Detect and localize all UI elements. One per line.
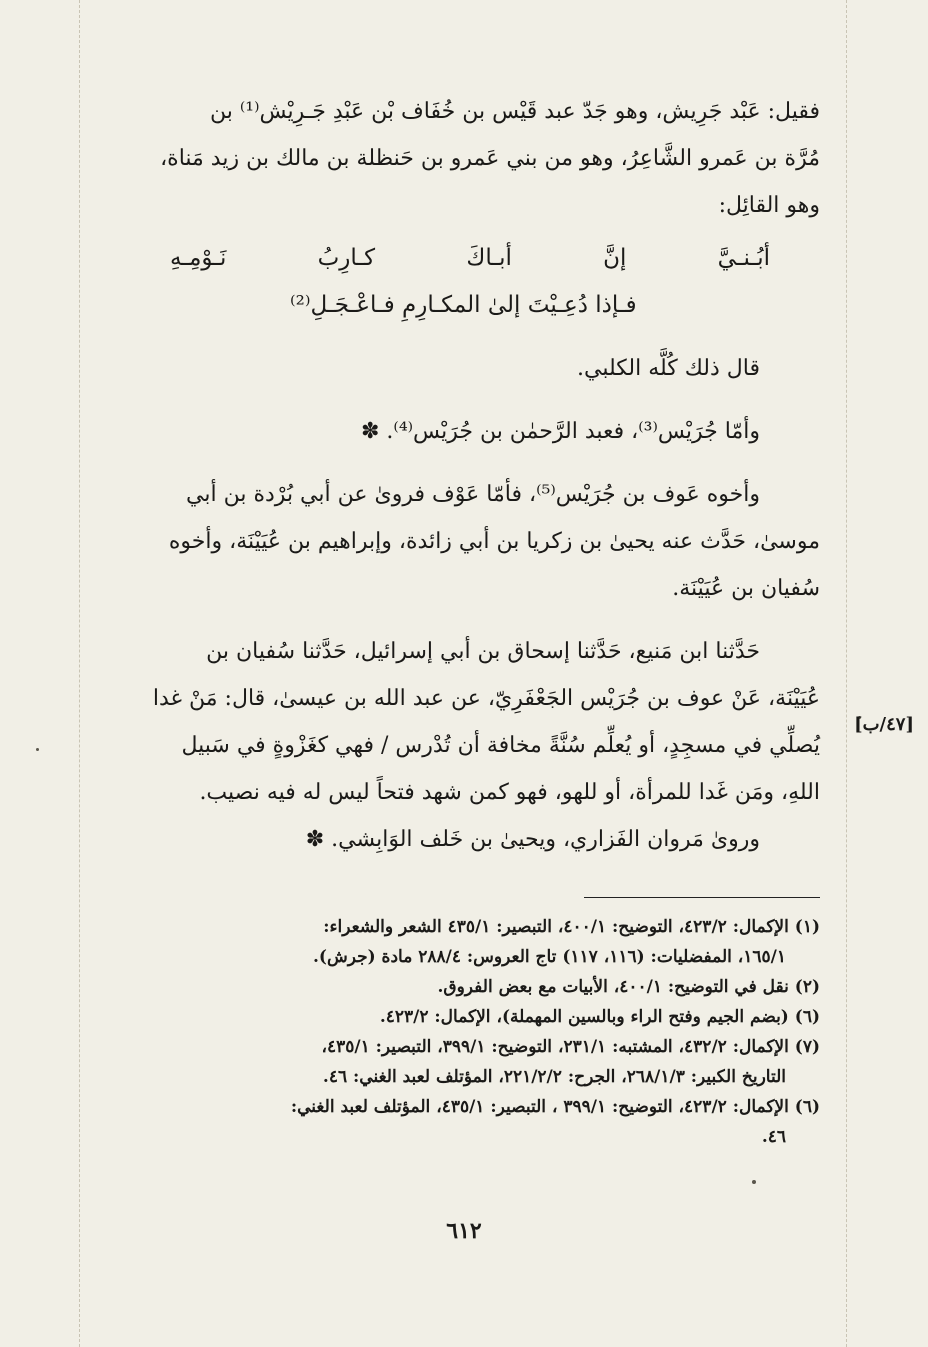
verse-word: نَـوْمِـهِ [170, 245, 227, 271]
footnote-3: (٦) (بضم الجيم وفتح الراء وبالسين المهملة)، الإكمال: ٤٢٣/٢. [379, 1007, 820, 1027]
verse-word: إنَّ [603, 245, 627, 271]
footnote-4: (٧) الإكمال: ٤٣٢/٢، المشتبه: ٢٣١/١، التوضيح: ٣٩٩/١، التبصير: ٤٣٥/١، [321, 1037, 820, 1057]
left-fold-line [79, 0, 80, 1347]
footnote-2: (٢) نقل في التوضيح: ٤٠٠/١، الأبيات مع بعض الفروق. [437, 977, 820, 997]
verse-word: كـارِبُ [317, 245, 376, 271]
footnote-5: (٦) الإكمال: ٤٢٣/٢، التوضيح: ٣٩٩/١ ، التبصير: ٤٣٥/١، المؤتلف لعبد الغني: [290, 1097, 820, 1117]
footnote-separator [584, 897, 820, 898]
para2: قال ذلك كُلَّه الكلبي. [577, 356, 760, 381]
para4-line2: موسىٰ، حَدَّث عنه يحيىٰ بن زكريا بن أبي زائدة، وإبراهيم بن عُيَيْنَة، وأخوه [168, 529, 820, 554]
para1-line3: وهو القائِل: [718, 193, 820, 218]
para1-line2: مُرَّة بن عَمرو الشَّاعِرُ، وهو من بني عَمرو بن حَنظلة بن مالك بن زيد مَناة، [160, 146, 820, 171]
right-fold-line [846, 0, 847, 1347]
verse-word: أبُـنـيَّ [717, 245, 770, 271]
para5-line3: يُصلِّي في مسجِدٍ، أو يُعلِّم سُنَّةً مخافة أن تُدْرس / فهي كغَزْوةٍ في سَبيل [181, 733, 820, 758]
para6: وروىٰ مَروان الفَزاري، ويحيىٰ بن خَلف الوَابِشي. ✽ [305, 827, 760, 852]
main-text [120, 88, 820, 863]
footnotes [120, 912, 820, 1152]
footnote-5-continued: ٤٦. [761, 1127, 786, 1147]
para3: وأمّا جُرَيْس⁽³⁾، فعبد الرَّحمٰن بن جُرَيْس⁽⁴⁾. ✽ [360, 419, 760, 444]
folio-marginal-note: [٤٧/ب] [854, 714, 914, 735]
footnote-1-continued: ١٦٥/١، المفضليات: (١١٦، ١١٧) تاج العروس: ٢٨٨/٤ مادة (جرش). [312, 947, 786, 967]
verse-line-1 [170, 235, 770, 282]
para5-line1: حَدَّثنا ابن مَنيع، حَدَّثنا إسحاق بن أبي إسرائيل، حَدَّثنا سُفيان بن [206, 639, 760, 664]
footnote-1: (١) الإكمال: ٤٢٣/٢، التوضيح: ٤٠٠/١، التبصير: ٤٣٥/١ الشعر والشعراء: [323, 917, 820, 937]
verse-word: أبـاكَ [466, 245, 512, 271]
para1-line1: فقيل: عَبْد جَرِيش، وهو جَدّ عبد قَيْس بن خُفَاف بْن عَبْدِ جَـرِيْش⁽¹⁾ بن [209, 99, 820, 124]
footnote-4-continued: التاريخ الكبير: ٢٦٨/١/٣، الجرح: ٢٢١/٢/٢، المؤتلف لعبد الغني: ٤٦. [322, 1067, 786, 1087]
para5-line4: اللهِ، ومَن غَدا للمرأة، أو للهو، فهو كمن شهد فتحاً ليس له فيه نصيب. [199, 780, 820, 805]
verse-line-2: فـإذا دُعِـيْتَ إلىٰ المكـارِمِ فـاعْـجَـلِ⁽²⁾ [290, 292, 637, 318]
para4-line3: سُفيان بن عُيَيْنَة. [672, 576, 820, 601]
paper-speck [752, 1180, 756, 1184]
paper-speck [36, 748, 39, 751]
page-number: ٦١٢ [446, 1218, 482, 1244]
para5-line2: عُيَيْنَة، عَنْ عوف بن جُرَيْس الجَعْفَرِيّ، عن عبد الله بن عيسىٰ، قال: مَنْ غدا [152, 686, 820, 711]
para4-line1: وأخوه عَوف بن جُرَيْس⁽⁵⁾، فأمّا عَوْف فروىٰ عن أبي بُرْدة بن أبي [186, 482, 760, 507]
